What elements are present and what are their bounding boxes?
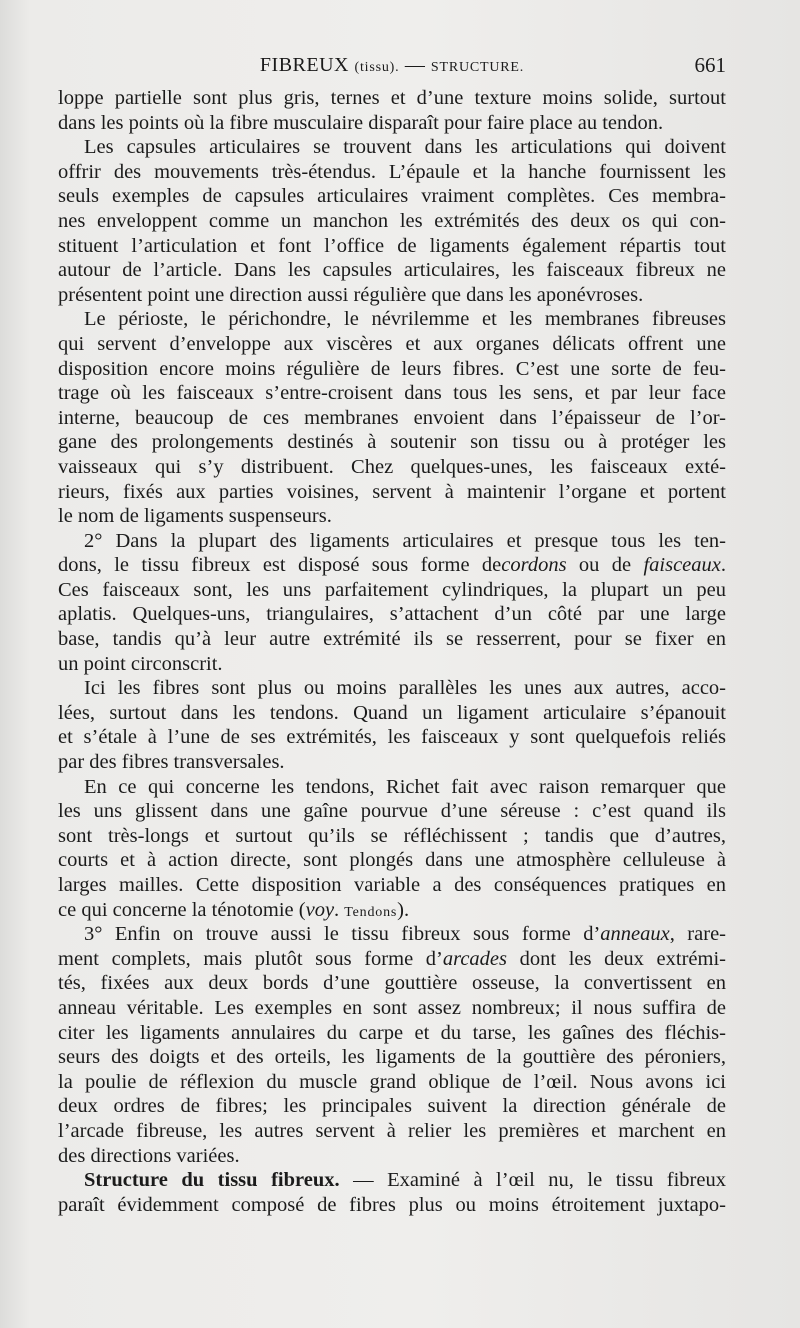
line-text: seurs des doigts et des orteils, les ligaments de la gouttière des péroniers, [58,1046,726,1069]
text-line [58,86,726,111]
text-line [58,898,726,923]
text-line [58,209,726,234]
line-text: tés, fixées aux deux bords d’une gouttière osseuse, la convertissent en [58,972,726,995]
text-line [58,234,726,259]
line-text: interne, beaucoup de ces membranes envoient dans l’épaisseur de l’or- [58,406,726,429]
line-text: disposition encore moins régulière de leurs fibres. C’est une sorte de feu- [58,357,726,380]
running-title-sub: (tissu). [354,60,400,75]
text-line [58,553,726,578]
line-text: rieurs, fixés aux parties voisines, servent à maintenir l’organe et portent [58,480,726,503]
text-line [58,750,726,775]
line-text: citer les ligaments annulaires du carpe et du tarse, les gaînes des fléchis- [58,1021,726,1044]
italic-term: voy [305,898,335,921]
text-line [58,1021,726,1046]
text-line [58,824,726,849]
text-line [58,578,726,603]
line-text: Le périoste, le périchondre, le névrilemme et les membranes fibreuses [84,308,726,331]
line-text: trage où les faisceaux s’entre-croisent dans tous les sens, et par leur face [58,382,726,405]
line-text: des directions variées. [58,1144,240,1167]
italic-term: anneaux [600,923,670,946]
text-line [58,430,726,455]
line-text: Les capsules articulaires se trouvent dans les articulations qui doivent [84,136,726,159]
line-text: 3° Enfin on trouve aussi le tissu fibreux sous forme d’ [84,923,601,946]
text-line [58,480,726,505]
text-line [58,652,726,677]
text-line [58,455,726,480]
text-line [58,1119,726,1144]
text-line [58,1193,726,1218]
line-text: anneau véritable. Les exemples en sont assez nombreux; il nous suffira de [58,996,726,1019]
running-title-main: FIBREUX [259,54,349,76]
text-line [58,1168,726,1193]
line-text: qui servent d’enveloppe aux viscères et aux organes délicats offrent une [58,332,726,355]
text-line [58,922,726,947]
running-title [58,52,726,81]
line-text: la poulie de réflexion du muscle grand oblique de l’œil. Nous avons ici [58,1070,726,1093]
line-text: présentent point une direction aussi régulière que dans les aponévroses. [58,283,644,306]
line-text: base, tandis qu’à leur autre extrémité ils se resserrent, pour se fixer en [58,628,726,651]
line-text: courts et à action directe, sont plongés dans une atmosphère celluleuse à [58,849,726,872]
line-text: . [720,554,727,577]
text-line [58,1094,726,1119]
line-text: par des fibres transversales. [58,751,285,774]
cross-reference: Tendons [344,904,398,920]
line-text: — Examiné à l’œil nu, le tissu fibreux [339,1169,726,1192]
text-line [58,332,726,357]
italic-term: faisceaux [643,554,721,577]
line-text: , rare- [669,923,726,946]
text-line [58,602,726,627]
text-line [58,184,726,209]
line-text: . [334,898,345,921]
text-line [58,701,726,726]
line-text: ou de [566,554,644,577]
text-line [58,627,726,652]
text-line [58,1045,726,1070]
line-text: dans les points où la fibre musculaire disparaît pour faire place au tendon. [58,111,664,134]
text-line [58,1070,726,1095]
text-line [58,529,726,554]
text-line [58,873,726,898]
running-title-section: STRUCTURE. [430,60,525,75]
text-line [58,283,726,308]
line-text: ce qui concerne la ténotomie ( [58,898,306,921]
line-text: les uns glissent dans une gaîne pourvue d’une séreuse : c’est quand ils [58,800,726,823]
line-text: dont les deux extrémi- [507,947,726,970]
running-header [58,52,726,78]
text-line [58,947,726,972]
line-text: dons, le tissu fibreux est disposé sous forme de [58,554,502,577]
text-line [58,504,726,529]
text-line [58,406,726,431]
text-line [58,848,726,873]
section-heading: Structure du tissu fibreux. [84,1169,340,1192]
text-line [58,775,726,800]
line-text: vaisseaux qui s’y distribuent. Chez quelques-unes, les faisceaux exté- [58,455,726,478]
text-line [58,971,726,996]
line-text: loppe partielle sont plus gris, ternes et d’une texture moins solide, surtout [58,87,726,109]
page-number: 661 [694,53,726,77]
line-text: deux ordres de fibres; les principales suivent la direction générale de [58,1095,726,1118]
line-text: ment complets, mais plutôt sous forme d’ [58,947,443,970]
running-title-dash: — [404,54,426,76]
page-body-text [58,86,726,1217]
line-text: lées, surtout dans les tendons. Quand un ligament articulaire s’épanouit [58,701,726,724]
line-text: seuls exemples de capsules articulaires vraiment complètes. Ces membra- [58,185,726,208]
line-text: Ces faisceaux sont, les uns parfaitement cylindriques, la plupart un peu [58,578,726,601]
text-line [58,111,726,136]
text-line [58,725,726,750]
line-text: paraît évidemment composé de fibres plus ou moins étroitement juxtapo- [58,1193,726,1216]
text-line [58,1144,726,1169]
line-text: et s’étale à l’une de ses extrémités, les faisceaux y sont quelquefois reliés [58,726,726,749]
text-line [58,160,726,185]
text-line [58,357,726,382]
line-text: l’arcade fibreuse, les autres servent à relier les premières et marchent en [58,1119,726,1142]
text-line [58,307,726,332]
line-text: autour de l’article. Dans les capsules articulaires, les faisceaux fibreux ne [58,259,726,282]
line-text: 2° Dans la plupart des ligaments articulaires et presque tous les ten- [84,529,726,552]
italic-term: arcades [442,947,508,970]
line-text: En ce qui concerne les tendons, Richet fait avec raison remarquer que [84,775,726,798]
text-line [58,676,726,701]
line-text: offrir des mouvements très-étendus. L’épaule et la hanche fournissent les [58,160,726,183]
text-line [58,799,726,824]
text-line [58,381,726,406]
text-line [58,135,726,160]
line-text: stituent l’articulation et font l’office de ligaments également répartis tout [58,234,726,257]
line-text: sont très-longs et surtout qu’ils se réfléchissent ; tandis que d’autres, [58,824,726,847]
italic-term: cordons [501,554,567,577]
text-line [58,258,726,283]
line-text: nes enveloppent comme un manchon les extrémités des deux os qui con- [58,209,726,232]
line-text: Ici les fibres sont plus ou moins parallèles les unes aux autres, acco- [84,677,726,700]
line-text: un point circonscrit. [58,652,223,675]
line-text: larges mailles. Cette disposition variable a des conséquences pratiques en [58,874,726,896]
line-text: gane des prolongements destinés à soutenir son tissu ou à protéger les [58,431,726,454]
line-text: ). [397,898,410,921]
text-line [58,996,726,1021]
line-text: aplatis. Quelques-uns, triangulaires, s’attachent d’un côté par une large [58,603,726,626]
line-text: le nom de ligaments suspenseurs. [58,505,332,528]
